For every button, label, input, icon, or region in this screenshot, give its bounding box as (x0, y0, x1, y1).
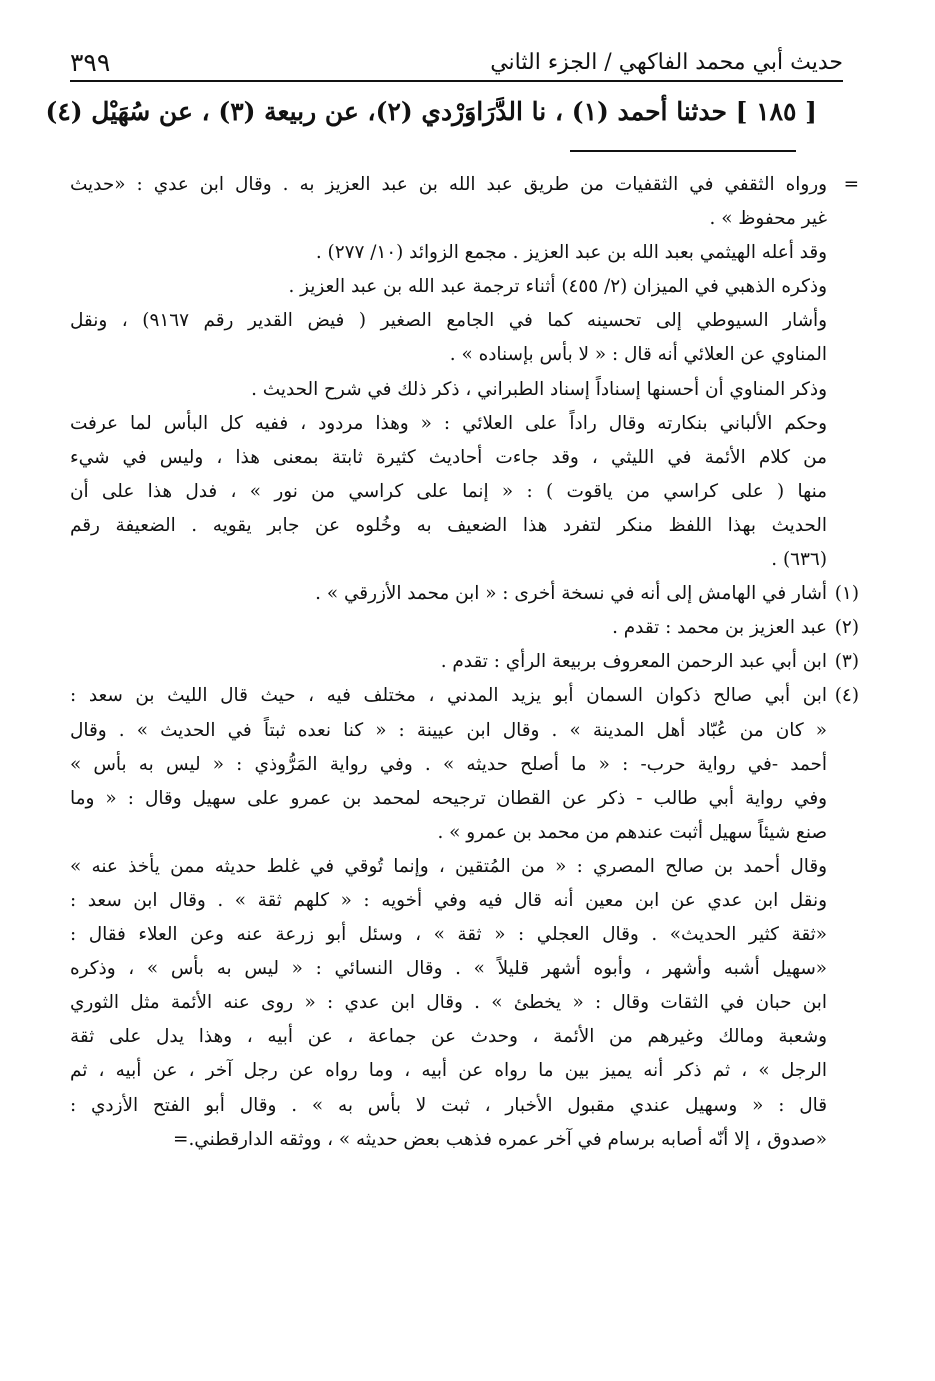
footnote-text: ونقل ابن عدي عن ابن معين أنه قال فيه وفي أخويه : « كلهم ثقة » . وقال ابن سعد : (70, 889, 827, 911)
footnote-text: ابن أبي عبد الرحمن المعروف بربيعة الرأي : تقدم . (440, 651, 827, 673)
footnote-text: وقال أحمد بن صالح المصري : « من المُتقين ، وإنما تُوقي في غلط حديثه ممن يأخذ عنه » (70, 855, 827, 877)
footnote-line (70, 645, 859, 679)
footnote-line (70, 748, 827, 782)
footnote-line (70, 918, 827, 952)
running-head (70, 38, 843, 78)
footnote-line (70, 577, 859, 611)
footnote-line (70, 543, 827, 577)
footnote-line (70, 611, 859, 645)
footnote-marker: (٣) (834, 651, 859, 673)
footnote-line (70, 236, 827, 270)
footnote-line (70, 441, 827, 475)
footnote-line (70, 202, 827, 236)
footnote-text: صنع شيئاً سهيل أثبت عندهم من محمد بن عمرو » . (437, 821, 827, 843)
footnote-line (70, 679, 859, 713)
header-rule (70, 80, 843, 82)
footnote-text: وقد أعله الهيثمي بعبد الله بن عبد العزيز . مجمع الزوائد (١٠/ ٢٧٧) . (315, 242, 827, 264)
footnote-text: «ثقة كثير الحديث» . وقال العجلي : « ثقة » ، وسئل أبو زرعة عنه وعن العلاء فقال : (70, 924, 827, 946)
footnote-text: (٦٣٦) . (771, 549, 827, 571)
footnote-text: ابن حبان في الثقات وقال : « يخطئ » . وقال ابن عدي : « روى عنه الأئمة مثل الثوري (70, 992, 827, 1014)
footnote-line (70, 850, 827, 884)
footnote-line (70, 304, 827, 338)
footnote-line (70, 1089, 827, 1123)
footnote-line (70, 509, 827, 543)
footnote-line (70, 1054, 827, 1088)
footnote-line (70, 270, 827, 304)
footnote-text: أحمد -في رواية حرب- : « ما أصلح حديثه » . وفي رواية المَرُّوذي : « ليس به بأس » (70, 753, 827, 775)
header-title: حديث أبي محمد الفاكهي / الجزء الثاني (490, 50, 843, 75)
footnote-line (70, 373, 827, 407)
footnotes-block (70, 168, 859, 1157)
footnote-text: وحكم الألباني بنكارته وقال راداً على العلائي : « وهذا مردود ، ففيه كل البأس لما عرفت (70, 412, 827, 434)
footnote-text: وذكره الذهبي في الميزان (٢/ ٤٥٥) أثناء ترجمة عبد الله بن عبد العزيز . (288, 276, 827, 298)
footnote-text: «سهيل أشبه وأشهر ، وأبوه أشهر قليلاً » . وقال النسائي : « ليس به بأس » ، وذكره (70, 958, 827, 980)
footnote-line (70, 952, 827, 986)
footnote-text: وفي رواية أبي طالب - ذكر عن القطان ترجيحه لمحمد بن عمرو على سهيل وقال : « وما (70, 787, 827, 809)
footnote-text: قال : « وسهيل عندي مقبول الأخبار ، ثبت لا بأس به » . وقال أبو الفتح الأزدي : (70, 1094, 827, 1116)
footnote-line (70, 782, 827, 816)
footnote-line (70, 1123, 827, 1157)
footnote-line (70, 1020, 827, 1054)
footnote-text: من كلام الأئمة في الليثي ، وقد جاءت أحاديث كثيرة ثابتة بمعنى هذا ، وليس في شيء (70, 446, 827, 468)
footnote-line (70, 816, 827, 850)
footnote-text: وأشار السيوطي إلى تحسينه كما في الجامع الصغير ( فيض القدير رقم ٩١٦٧) ، ونقل (70, 310, 827, 332)
hadith-chain-line: [ ١٨٥ ] حدثنا أحمد (١) ، نا الدَّرَاوَرْدي (٢)، عن ربيعة (٣) ، عن سُهَيْل (٤) (45, 97, 817, 126)
footnote-separator (570, 150, 796, 152)
footnote-line (70, 475, 827, 509)
footnote-text: أشار في الهامش إلى أنه في نسخة أخرى : « ابن محمد الأزرقي » . (315, 583, 827, 605)
footnote-marker: (١) (834, 583, 859, 605)
footnote-marker: = (843, 174, 859, 195)
footnote-line (70, 168, 859, 202)
footnote-text: ابن أبي صالح ذكوان السمان أبو يزيد المدني ، مختلف فيه ، حيث قال الليث بن سعد : (70, 685, 827, 707)
footnote-text: الحديث بهذا اللفظ منكر لتفرد هذا الضعيف به وخُلوه عن جابر يقويه . الضعيفة رقم (70, 514, 827, 536)
footnote-text: غير محفوظ » . (709, 208, 827, 230)
footnote-text: ورواه الثقفي في الثقفيات من طريق عبد الله بن عبد العزيز به . وقال ابن عدي : «حديث (70, 174, 827, 195)
footnote-line (70, 714, 827, 748)
footnote-text: وذكر المناوي أن أحسنها إسناداً إسناد الطبراني ، ذكر ذلك في شرح الحديث . (251, 378, 827, 400)
footnote-line (70, 407, 827, 441)
page-number: ٣٩٩ (70, 48, 111, 77)
footnote-line (70, 338, 827, 372)
footnote-text: منها ( على كراسي من ياقوت ) : « إنما على كراسي من نور » ، فدل هذا على أن (70, 480, 827, 502)
footnote-text: المناوي عن العلائي أنه قال : « لا بأس بإسناده » . (449, 344, 827, 366)
footnote-text: « كان من عُبّاد أهل المدينة » . وقال ابن عيينة : « كنا نعده ثبتاً في الحديث » . وقال (70, 719, 827, 741)
footnote-text: عبد العزيز بن محمد : تقدم . (612, 617, 827, 639)
footnote-text: الرجل » ، ثم ذكر أنه يميز بين ما رواه عن أبيه ، وما رواه عن رجل آخر ، عن أبيه ، ثم (70, 1060, 827, 1082)
footnote-marker: (٢) (834, 617, 859, 639)
footnote-text: وشعبة ومالك وغيرهم من الأئمة ، وحدث عن جماعة ، عن أبيه ، وهذا يدل على ثقة (70, 1026, 827, 1048)
footnote-line (70, 884, 827, 918)
footnote-line (70, 986, 827, 1020)
footnote-marker: (٤) (834, 685, 859, 707)
footnote-text: «صدوق ، إلا أنّه أصابه برسام في آخر عمره فذهب بعض حديثه » ، ووثقه الدارقطني.= (173, 1128, 827, 1150)
